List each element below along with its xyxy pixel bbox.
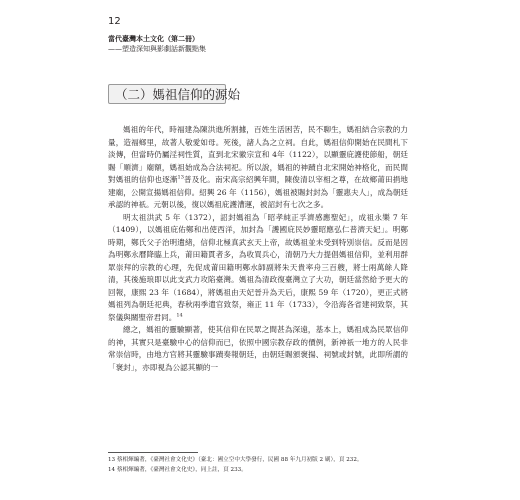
text-line: 以此支武力攻陷臺灣。媽祖為清政復臺灣立了大功，朝廷當然給予更大的回 (108, 275, 409, 297)
text-line: 為收買兵心，清朝乃大力提倡媽祖信仰，並利用群眾崇拜的宗教的心理，先促 (108, 250, 408, 272)
text-line: 朝廷承認的神祇。元朝以後，復以媽祖庇護漕運，被詔封有七次之多。 (108, 187, 409, 209)
running-header (108, 34, 206, 54)
paragraph (108, 324, 408, 374)
text-line: 更正式將媽祖列為朝廷祀典，春秋兩季遣官致祭，雍正 11 年（1733），令沿 (108, 287, 409, 309)
text-line: 開宣揚媽祖信仰。紹興 26 年（1156），媽祖被賜封封為「靈惠夫人」，成為 (138, 187, 393, 197)
body-text (108, 124, 408, 374)
paragraph (108, 124, 408, 212)
text-line: 總之，媽祖的靈驗顯著，使其信仰在民眾之間甚為深遠，基本上，媽祖 (123, 325, 362, 334)
text-line: 朝廷賜頒褒揚、祠號或封號，此即所謂的「褒封」，亦即視為公認其顯的一 (108, 350, 408, 372)
text-line: 祀。所以說，媽祖的神蹟自北宋開始神格化，而民間對媽祖的信仰也逐漸 (108, 162, 409, 184)
text-line: 明太祖洪武 5 年（1372），詔封媽祖為「昭孝純正孚濟感應聖妃」，成 (123, 212, 367, 222)
footnote (108, 466, 408, 474)
footnote-ref: 13 (177, 174, 184, 181)
footnote-ref: 14 (176, 311, 183, 318)
text-line: 應弘仁普濟天妃」。明鄭時期，鄭氏父子治明遺緒，信仰北極真武玄天上帝， (108, 225, 408, 247)
section-heading: （二）媽祖信仰的源始 (108, 84, 226, 104)
book-title: 當代臺灣本土文化（第二冊） (108, 35, 199, 43)
footnote-divider (108, 452, 198, 453)
footnote-number: 13 (108, 457, 116, 463)
footnote-number: 14 (108, 467, 116, 473)
text-line: 結合宗教的力量，造福鄉里，故著人敬愛如母。死後，諸人為之立祠。自此， (108, 125, 408, 147)
text-line: 海各省建祠致祭，其祭儀與關聖帝君同。 (108, 300, 409, 322)
text-line: 年（1122），以顯靈庇護使節船，朝廷賜「順濟」廟額，媽祖始成為合法祠 (108, 150, 408, 172)
footnote-text: 蔡相煇編著，《臺灣社會文化史》，同上註，頁 233。 (116, 467, 247, 473)
footnote (108, 456, 408, 464)
text-line: 媽祖信仰開始在民間札下淡傳，但當時仍屬淫祠性質，直到北宋徽宗宣和 4 (108, 137, 409, 159)
text-line: 例，新神祇一地方的人民非常崇信時，由地方官將其靈驗事蹟奏報朝廷，由 (108, 337, 409, 359)
text-line: 報，康熙 23 年（1684），將媽祖由天妃晉升為天后，康熙 59 年（1720）， (115, 287, 378, 297)
text-line: 媽祖的年代，時福建為陳洪進所割據，百姓生活困苦，民不聊生，媽祖 (123, 125, 362, 134)
paragraph (108, 212, 408, 325)
text-line: 祖永樂 7 年（1409），以媽祖庇佑鄭和出使西洋，加封為「護國庇民妙靈昭 (108, 212, 408, 234)
book-subtitle: ——塑造深知與影劇話新觀點集 (108, 45, 206, 53)
text-line: 普及化。南宋高宗紹興年間，陳俊清以宰相之尊，在故鄉莆田捐地建廟，公 (108, 175, 409, 197)
text-line: 成為民眾信仰的神，其實只是臺驗中心的信仰而已，依照中國宗教存政的價 (108, 325, 408, 347)
text-line: 成莆田籍明鄭水師副將朱天貴率舟三百艘，將士兩萬餘人降清，其後施琅即 (108, 262, 409, 284)
text-line: 故媽祖並未受到特別崇信。反而是因為明鄭永曆降臨上兵，莆田籍貫者多， (108, 237, 408, 259)
footnote-text: 蔡相煇編著，《臺灣社會文化史》（臺北：國立空中大學發行，民國 88 年九月初版 2 刷），頁 232。 (116, 457, 363, 463)
page-number: 12 (108, 16, 121, 27)
